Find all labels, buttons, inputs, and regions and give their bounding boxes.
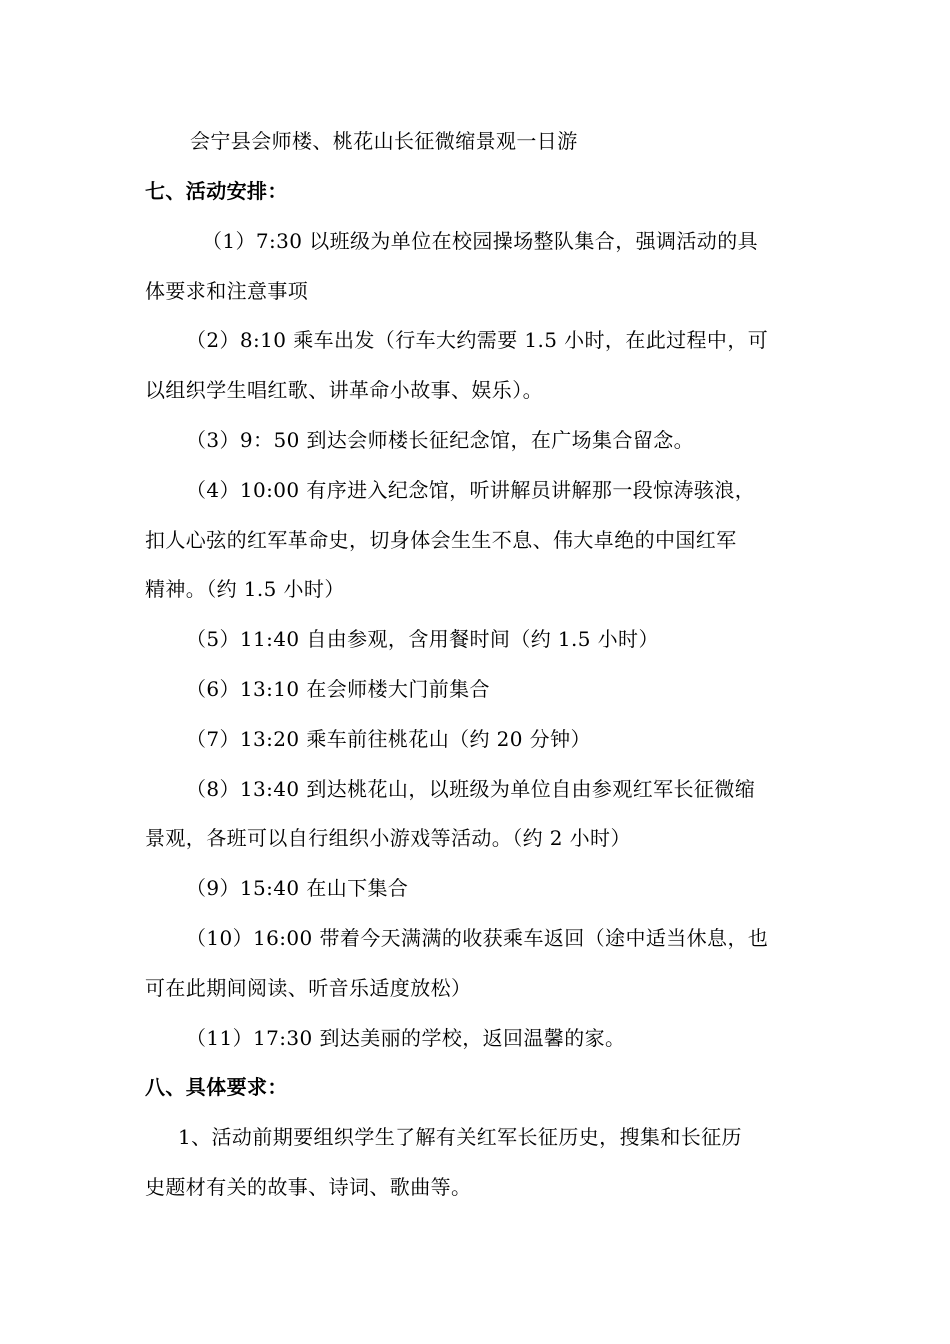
schedule-item-2-line-1: （2）8:10 乘车出发（行车大约需要 1.5 小时，在此过程中，可 — [186, 328, 769, 352]
schedule-item-10-line-1: （10）16:00 带着今天满满的收获乘车返回（途中适当休息，也 — [186, 926, 769, 950]
requirement-item-1-line-1: 1、活动前期要组织学生了解有关红军长征历史，搜集和长征历 — [178, 1125, 742, 1149]
schedule-item-3-line-1: （3）9：50 到达会师楼长征纪念馆，在广场集合留念。 — [186, 428, 695, 452]
schedule-item-10-line-2: 可在此期间阅读、听音乐适度放松） — [145, 976, 472, 1000]
schedule-item-8-line-1: （8）13:40 到达桃花山，以班级为单位自由参观红军长征微缩 — [186, 777, 756, 801]
schedule-item-2-line-2: 以组织学生唱红歌、讲革命小故事、娱乐）。 — [145, 378, 543, 402]
schedule-item-4-line-3: 精神。（约 1.5 小时） — [145, 577, 345, 601]
schedule-item-5-line-1: （5）11:40 自由参观，含用餐时间（约 1.5 小时） — [186, 627, 659, 651]
section-8-heading: 八、具体要求： — [145, 1075, 288, 1099]
schedule-item-4-line-1: （4）10:00 有序进入纪念馆，听讲解员讲解那一段惊涛骇浪， — [186, 478, 756, 502]
schedule-item-11-line-1: （11）17:30 到达美丽的学校，返回温馨的家。 — [186, 1026, 626, 1050]
schedule-item-4-line-2: 扣人心弦的红军革命史，切身体会生生不息、伟大卓绝的中国红军 — [145, 528, 737, 552]
schedule-item-1-line-2: 体要求和注意事项 — [145, 279, 309, 303]
schedule-item-6-line-1: （6）13:10 在会师楼大门前集合 — [186, 677, 490, 701]
schedule-item-1-line-1: （1）7:30 以班级为单位在校园操场整队集合，强调活动的具 — [202, 229, 758, 253]
intro-line: 会宁县会师楼、桃花山长征微缩景观一日游 — [190, 129, 578, 153]
schedule-item-7-line-1: （7）13:20 乘车前往桃花山（约 20 分钟） — [186, 727, 591, 751]
schedule-item-8-line-2: 景观，各班可以自行组织小游戏等活动。（约 2 小时） — [145, 826, 631, 850]
schedule-item-9-line-1: （9）15:40 在山下集合 — [186, 876, 409, 900]
section-7-heading: 七、活动安排： — [145, 179, 288, 203]
requirement-item-1-line-2: 史题材有关的故事、诗词、歌曲等。 — [145, 1175, 472, 1199]
